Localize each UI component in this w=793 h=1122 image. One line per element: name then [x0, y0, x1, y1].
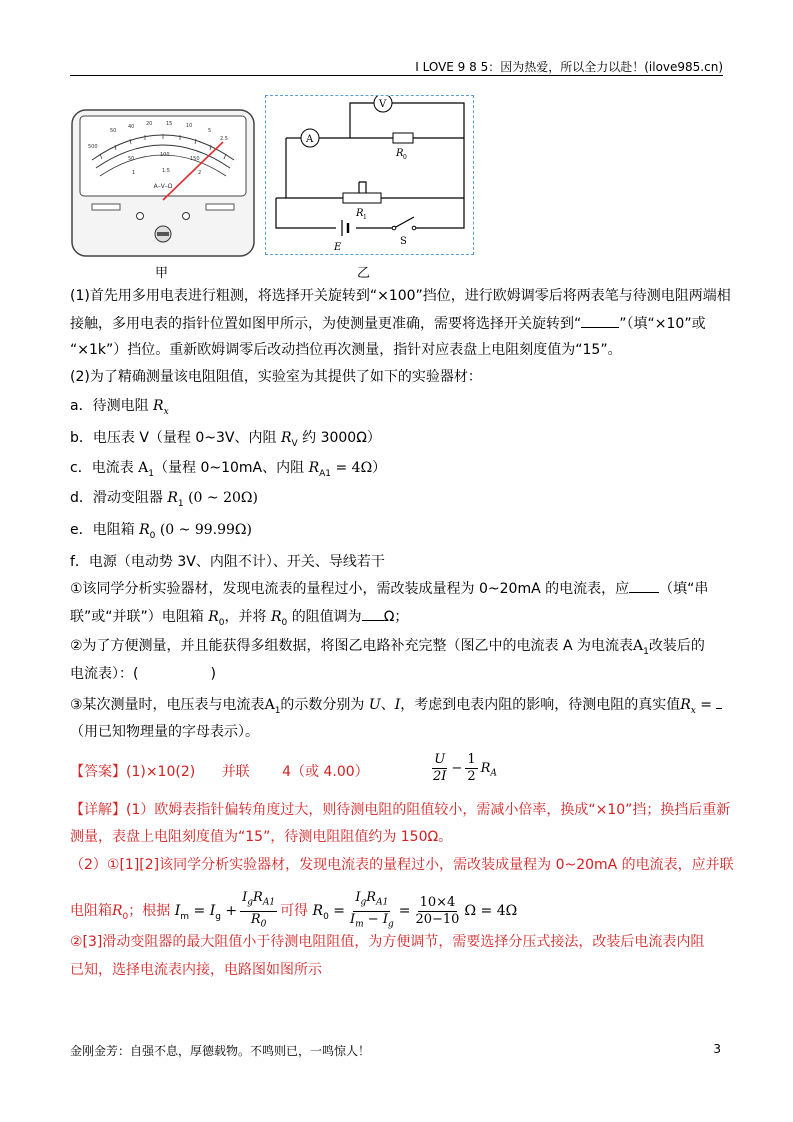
circuit-r0-sub: 0	[403, 154, 407, 161]
step2-text-3: 电流表）：(	[70, 666, 139, 682]
step1-line1	[70, 578, 708, 599]
answer-line	[70, 762, 369, 782]
item-d: d．滑动变阻器 $R_1$ (0 ~ 20Ω)	[70, 490, 258, 509]
answer-3: 并联	[221, 764, 250, 780]
circuit-drawing	[266, 96, 473, 254]
item-d-text: d．滑动变阻器	[70, 490, 163, 506]
answer-4: 4（或 4.00）	[282, 764, 369, 780]
answer-1: (1)×10	[126, 764, 176, 780]
circuit-s-label: S	[400, 236, 407, 247]
svg-text:100: 100	[160, 152, 170, 158]
svg-text:500: 500	[88, 144, 98, 150]
step3-line1: ③某次测量时，电压表与电流表$A_1$的示数分别为 U、I，考虑到电表内阻的影响，待测电阻的真实值$R_x$ =	[70, 694, 722, 721]
step1-text-6: Ω；	[383, 609, 409, 625]
step1-text-3: 联”或“并联”）电阻箱	[70, 609, 204, 625]
step3-text: ③某次测量时，电压表与电流表	[70, 697, 265, 713]
meter-scale-label: A–V–Ω	[153, 183, 173, 190]
detail-line2: 测量，表盘上电阻刻度值为“15”，待测电阻阻值约为 150Ω。	[70, 829, 453, 845]
page-header: I LOVE 9 8 5：因为热爱，所以全力以赴！(ilove985.cn)	[415, 60, 723, 74]
svg-text:2.5: 2.5	[220, 136, 228, 142]
step3-text-3: ，考虑到电表内阻的影响，待测电阻的真实值	[400, 697, 681, 713]
svg-text:50: 50	[110, 128, 117, 134]
step1-text-4: ，并将	[224, 609, 267, 625]
multimeter-figure	[70, 108, 256, 258]
svg-text:5: 5	[208, 128, 212, 134]
svg-text:150: 150	[190, 156, 200, 162]
item-c-text-2: （量程 0~10mA、内阻	[154, 460, 305, 476]
detail-line4: 电阻箱$R_0$；根据 $I_m = I_g$ + $\frac{I_gR_{A1}}{R_0}$ 可得 $R_0$ = $\frac{I_gR_{A1}}{I_m - I_g}$ = $\frac{10\times 4}{20-10}$ Ω = 4Ω	[70, 890, 518, 930]
step2-line2	[70, 664, 216, 684]
detail-text-1: (1）欧姆表指针偏转角度过大，则待测电阻的阻值较小，需减小倍率，换成“×10”挡；换挡后重新	[126, 802, 731, 818]
circuit-voltmeter-label: V	[379, 99, 387, 110]
answer-formula: $\frac{U}{2I}$ − $\frac{1}{2}$ $R_A$	[433, 752, 497, 784]
item-e-text: e．电阻箱	[70, 522, 135, 538]
detail-text-4c: 可得	[280, 903, 309, 920]
step1-line2: 联”或“并联”）电阻箱 $R_0$，并将 $R_0$ 的阻值调为 Ω；	[70, 606, 408, 633]
answer-2: (2)	[175, 764, 196, 780]
multimeter-drawing	[70, 108, 256, 258]
step3-eq: =	[700, 697, 713, 713]
svg-text:50: 50	[128, 156, 135, 162]
item-f: f．电源（电动势 3V、内阻不计）、开关、导线若干	[70, 554, 385, 570]
detail-line1	[70, 800, 730, 820]
step3-line2: （用已知物理量的字母表示）。	[70, 724, 259, 740]
q1-text: 接触，多用电表的指针位置如图甲所示，为使测量更准确，需要将选择开关旋转到“	[70, 316, 582, 332]
q1-line1: (1)首先用多用电表进行粗测，将选择开关旋转到“×100”挡位，进行欧姆调零后将两表笔与待测电阻两端相	[70, 288, 731, 304]
step3-sep: 、	[380, 697, 395, 713]
detail-text-4a: 电阻箱	[70, 903, 112, 920]
item-e: e．电阻箱 $R_0$ (0 ~ 99.99Ω)	[70, 522, 252, 541]
svg-text:40: 40	[128, 124, 135, 130]
detail-text-4b: ；根据	[128, 903, 171, 920]
circuit-r0-label: R	[396, 148, 404, 159]
item-c-text-3: = 4Ω）	[335, 460, 387, 476]
svg-text:20: 20	[146, 121, 153, 127]
item-b-text: b．电压表 V（量程 0~3V、内阻	[70, 430, 277, 446]
circuit-figure	[265, 95, 474, 255]
detail-line6: 已知，选择电流表内接，电路图如图所示	[70, 962, 322, 978]
svg-text:15: 15	[166, 121, 173, 127]
item-b-text-2: 约 3000Ω）	[302, 430, 381, 446]
step2-text-2: 改装后的	[648, 638, 705, 654]
q1-line3: “×1k”）挡位。重新欧姆调零后改动挡位再次测量，指针对应表盘上电阻刻度值为“15”。	[70, 342, 622, 358]
item-c-text: c．电流表	[70, 460, 134, 476]
item-d-range: (0 ~ 20Ω)	[188, 490, 258, 506]
q2-intro: (2)为了精确测量该电阻阻值，实验室为其提供了如下的实验器材：	[70, 369, 482, 385]
step2-text: ②为了方便测量，并且能获得多组数据，将图乙电路补充完整（图乙中的电流表 A 为电流表	[70, 638, 634, 654]
step2-line1: ②为了方便测量，并且能获得多组数据，将图乙电路补充完整（图乙中的电流表 A 为电流表$A_1$改装后的	[70, 638, 705, 657]
step3-blank[interactable]	[716, 694, 722, 709]
circuit-r1-sub: 1	[363, 214, 367, 221]
item-e-range: (0 ~ 99.99Ω)	[159, 522, 252, 538]
circuit-ammeter-label: A	[306, 134, 314, 145]
answer-label: 【答案】	[70, 764, 126, 780]
step1-text: ①该同学分析实验器材，发现电流表的量程过小，需改装成量程为 0~20mA 的电流表，应	[70, 581, 630, 597]
step3-text-2: 的示数分别为	[280, 697, 365, 713]
footer-motto: 金刚金芳：自强不息，厚德载物。不鸣则已，一鸣惊人！	[70, 1044, 371, 1058]
step1-blank-connection[interactable]	[629, 578, 659, 593]
step1-text-5: 的阻值调为	[291, 609, 362, 625]
item-a-text: a．待测电阻	[70, 398, 149, 414]
figure-jia-caption: 甲	[155, 266, 169, 281]
q1-blank[interactable]	[581, 313, 619, 328]
detail-line3: （2）①[1][2]该同学分析实验器材，发现电流表的量程过小，需改装成量程为 0~20mA 的电流表，应并联	[70, 857, 734, 873]
item-b: b．电压表 V（量程 0~3V、内阻 $R_V$ 约 3000Ω）	[70, 430, 381, 449]
q1-text-2: ”（填“×10”或	[619, 316, 706, 332]
q1-line2	[70, 313, 706, 334]
figure-yi-caption: 乙	[357, 266, 371, 281]
circuit-e-label: E	[334, 242, 342, 253]
page-number: 3	[713, 1042, 721, 1056]
step1-blank-value[interactable]	[362, 606, 384, 621]
detail-label: 【详解】	[70, 802, 126, 818]
svg-text:1: 1	[132, 170, 136, 176]
circuit-r1-label: R	[356, 208, 364, 219]
item-a: a．待测电阻 $R_x$	[70, 398, 169, 417]
svg-text:1.5: 1.5	[162, 168, 170, 174]
svg-text:10: 10	[186, 123, 193, 129]
svg-text:2: 2	[198, 170, 202, 176]
header-divider	[70, 75, 723, 76]
detail-line5: ②[3]滑动变阻器的最大阻值小于待测电阻阻值，为方便调节，需要选择分压式接法，改装后电流表内阻	[70, 934, 705, 950]
item-c: c．电流表 $A_1$（量程 0~10mA、内阻 $R_{A1} = 4\Omega$）	[70, 460, 387, 479]
step1-text-2: （填“串	[659, 581, 709, 597]
step2-text-4: )	[210, 666, 216, 682]
detail-result: = 4Ω	[480, 903, 518, 920]
